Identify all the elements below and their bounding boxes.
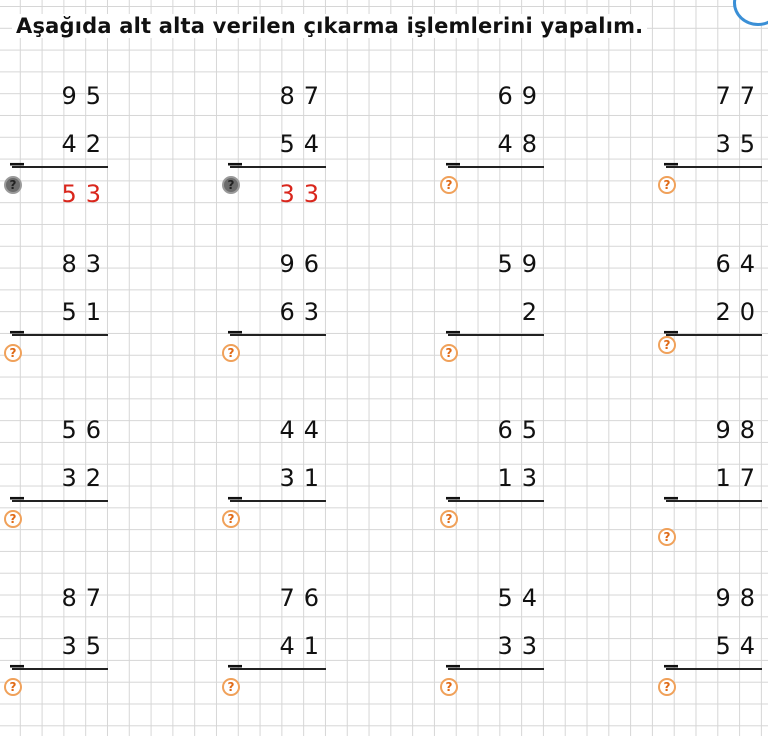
- hint-question-icon[interactable]: ?: [4, 510, 22, 528]
- minuend: 87: [279, 82, 328, 110]
- subtrahend: 51: [61, 298, 110, 326]
- subtrahend: 35: [61, 632, 110, 660]
- hint-question-icon[interactable]: ?: [222, 176, 240, 194]
- minuend: 69: [497, 82, 546, 110]
- minus-sign: _: [664, 635, 678, 668]
- minuend: 59: [497, 250, 546, 278]
- subtrahend: 54: [715, 632, 764, 660]
- minus-sign: _: [446, 467, 460, 500]
- page-title: Aşağıda alt alta verilen çıkarma işlemlerini yapalım.: [12, 14, 647, 38]
- subtraction-problem: [10, 418, 140, 568]
- minus-sign: _: [10, 301, 24, 334]
- minuend: 95: [61, 82, 110, 110]
- corner-badge-icon: [733, 0, 768, 26]
- minus-sign: _: [228, 467, 242, 500]
- hint-question-icon[interactable]: ?: [658, 678, 676, 696]
- subtrahend: 17: [715, 464, 764, 492]
- minus-sign: _: [228, 133, 242, 166]
- hint-question-icon[interactable]: ?: [440, 176, 458, 194]
- subtrahend: 48: [497, 130, 546, 158]
- subtrahend: 20: [715, 298, 764, 326]
- subtraction-problem: [664, 84, 768, 234]
- subtraction-problem: [228, 84, 358, 234]
- minuend: 77: [715, 82, 764, 110]
- minuend: 83: [61, 250, 110, 278]
- subtraction-problem: [664, 252, 768, 402]
- minus-sign: _: [228, 301, 242, 334]
- minuend: 98: [715, 416, 764, 444]
- subtraction-problem: [228, 418, 358, 568]
- minus-sign: _: [446, 635, 460, 668]
- subtrahend: 54: [279, 130, 328, 158]
- minus-sign: _: [664, 467, 678, 500]
- subtrahend: 32: [61, 464, 110, 492]
- result-line: [230, 166, 326, 168]
- subtrahend: 2: [521, 298, 546, 326]
- subtrahend: 63: [279, 298, 328, 326]
- result-line: [448, 668, 544, 670]
- hint-question-icon[interactable]: ?: [222, 344, 240, 362]
- result-line: [230, 334, 326, 336]
- subtrahend: 42: [61, 130, 110, 158]
- subtrahend: 41: [279, 632, 328, 660]
- subtraction-problem: [228, 252, 358, 402]
- minus-sign: _: [446, 133, 460, 166]
- result-line: [12, 334, 108, 336]
- subtraction-problem: [446, 252, 576, 402]
- subtrahend: 33: [497, 632, 546, 660]
- minuend: 56: [61, 416, 110, 444]
- minus-sign: _: [10, 133, 24, 166]
- subtraction-problem: [10, 84, 140, 234]
- result-line: [448, 166, 544, 168]
- hint-question-icon[interactable]: ?: [658, 528, 676, 546]
- hint-question-icon[interactable]: ?: [222, 510, 240, 528]
- hint-question-icon[interactable]: ?: [4, 678, 22, 696]
- result-line: [666, 334, 762, 336]
- minuend: 76: [279, 584, 328, 612]
- result-line: [666, 500, 762, 502]
- hint-question-icon[interactable]: ?: [4, 176, 22, 194]
- minuend: 65: [497, 416, 546, 444]
- result-line: [448, 500, 544, 502]
- minuend: 98: [715, 584, 764, 612]
- hint-question-icon[interactable]: ?: [440, 678, 458, 696]
- minuend: 44: [279, 416, 328, 444]
- subtraction-problem: [664, 418, 768, 568]
- result-line: [230, 500, 326, 502]
- subtraction-problem: [10, 252, 140, 402]
- minuend: 64: [715, 250, 764, 278]
- minuend: 87: [61, 584, 110, 612]
- hint-question-icon[interactable]: ?: [658, 336, 676, 354]
- minuend: 54: [497, 584, 546, 612]
- hint-question-icon[interactable]: ?: [4, 344, 22, 362]
- hint-question-icon[interactable]: ?: [658, 176, 676, 194]
- result-line: [666, 166, 762, 168]
- answer-value: 53: [61, 180, 110, 208]
- hint-question-icon[interactable]: ?: [440, 344, 458, 362]
- hint-question-icon[interactable]: ?: [440, 510, 458, 528]
- subtrahend: 35: [715, 130, 764, 158]
- hint-question-icon[interactable]: ?: [222, 678, 240, 696]
- subtraction-problem: [446, 84, 576, 234]
- result-line: [448, 334, 544, 336]
- result-line: [12, 166, 108, 168]
- subtrahend: 13: [497, 464, 546, 492]
- subtraction-problem: [446, 418, 576, 568]
- minus-sign: _: [664, 133, 678, 166]
- answer-value: 33: [279, 180, 328, 208]
- subtrahend: 31: [279, 464, 328, 492]
- minus-sign: _: [664, 301, 678, 334]
- result-line: [666, 668, 762, 670]
- result-line: [230, 668, 326, 670]
- minus-sign: _: [10, 635, 24, 668]
- result-line: [12, 500, 108, 502]
- minus-sign: _: [10, 467, 24, 500]
- result-line: [12, 668, 108, 670]
- minus-sign: _: [446, 301, 460, 334]
- minuend: 96: [279, 250, 328, 278]
- minus-sign: _: [228, 635, 242, 668]
